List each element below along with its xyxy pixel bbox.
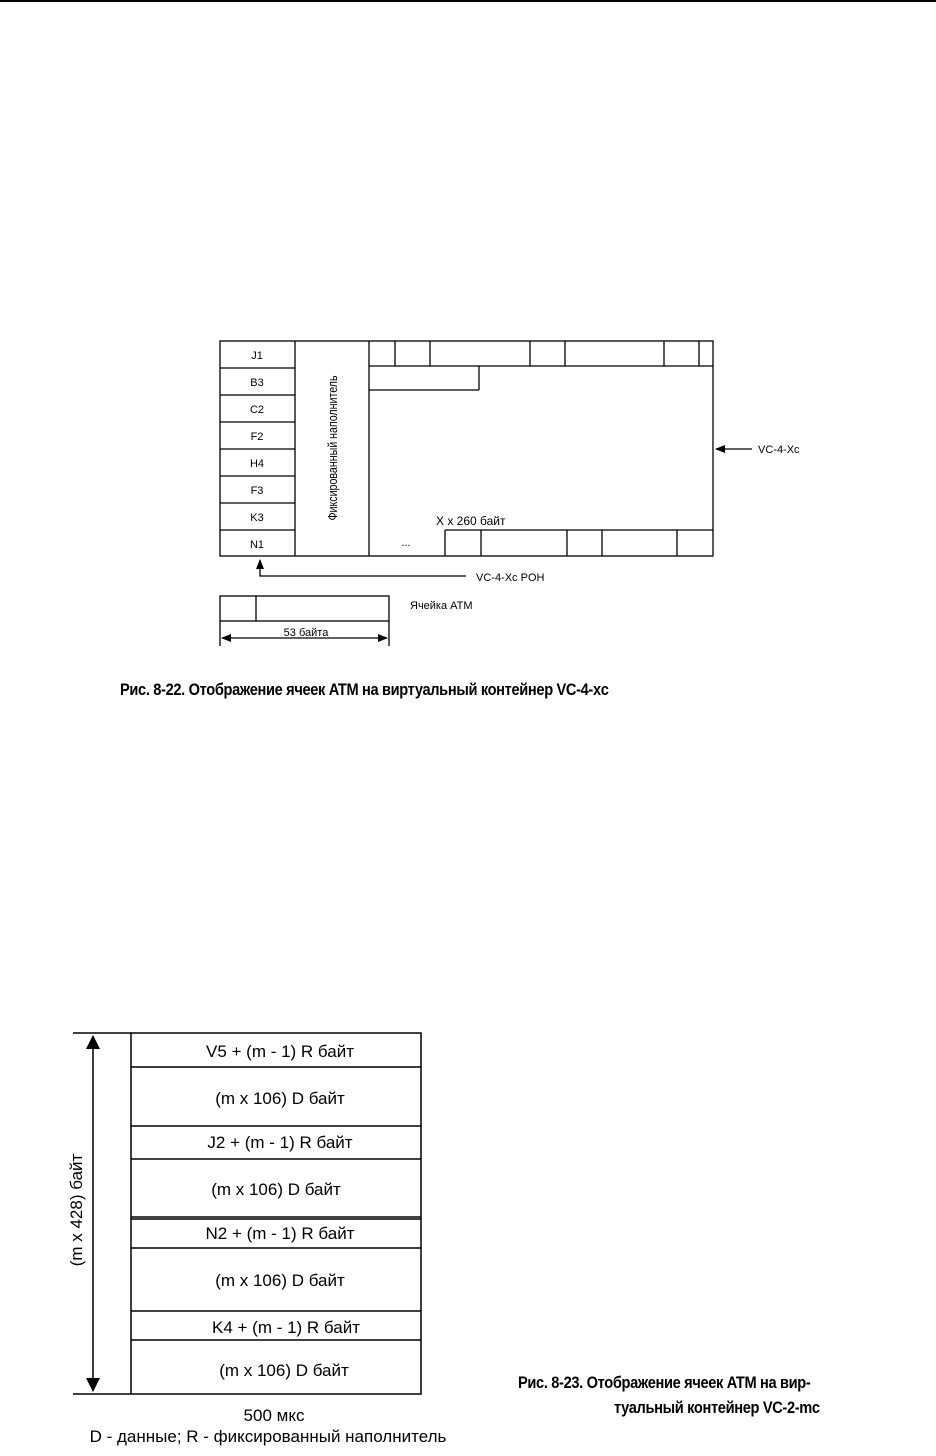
time-label: 500 мкс	[243, 1406, 305, 1425]
poh-label-h4: H4	[249, 458, 265, 470]
row-n2: N2 + (m - 1) R байт	[205, 1224, 355, 1243]
row-data-1: (m x 106) D байт	[215, 1089, 345, 1108]
bytes-label: 53 байта	[283, 627, 329, 639]
row-data-3: (m x 106) D байт	[215, 1271, 345, 1290]
figure-8-22-caption: Рис. 8-22. Отображение ячеек ATM на виртуальный контейнер VC-4-xc	[120, 680, 609, 699]
atm-cell	[220, 596, 389, 621]
row-j2: J2 + (m - 1) R байт	[207, 1133, 353, 1152]
vc4xc-label: VC-4-Xc	[758, 444, 800, 456]
poh-label-j1: J1	[251, 350, 263, 362]
fixed-stuff-label: Фиксированный наполнитель	[324, 375, 341, 521]
figure-8-23-caption-line1: Рис. 8-23. Отображение ячеек ATM на вир-	[518, 1373, 811, 1392]
poh-label-n1: N1	[249, 539, 265, 551]
poh-label-f2: F2	[250, 431, 264, 443]
row-data-4: (m x 106) D байт	[219, 1361, 349, 1380]
legend: D - данные; R - фиксированный наполнитель	[89, 1427, 447, 1446]
figure-8-22-diagram	[0, 0, 936, 700]
poh-label: VC-4-Xc POH	[476, 572, 545, 584]
atm-cell-label: Ячейка ATM	[410, 600, 473, 612]
row-data-2: (m x 106) D байт	[211, 1180, 341, 1199]
ellipsis: ...	[401, 537, 411, 549]
figure-8-23-caption-line2: туальный контейнер VC-2-mc	[614, 1398, 820, 1417]
poh-label-f3: F3	[250, 485, 264, 497]
height-label: (m x 428) байт	[67, 1153, 86, 1267]
poh-label-b3: B3	[250, 377, 264, 389]
poh-label-c2: C2	[249, 404, 265, 416]
row-k4: K4 + (m - 1) R байт	[211, 1318, 361, 1337]
x-bytes-label: X x 260 байт	[436, 514, 506, 528]
poh-arrow	[260, 560, 466, 576]
row-v5: V5 + (m - 1) R байт	[205, 1042, 355, 1061]
poh-label-k3: K3	[250, 512, 264, 524]
